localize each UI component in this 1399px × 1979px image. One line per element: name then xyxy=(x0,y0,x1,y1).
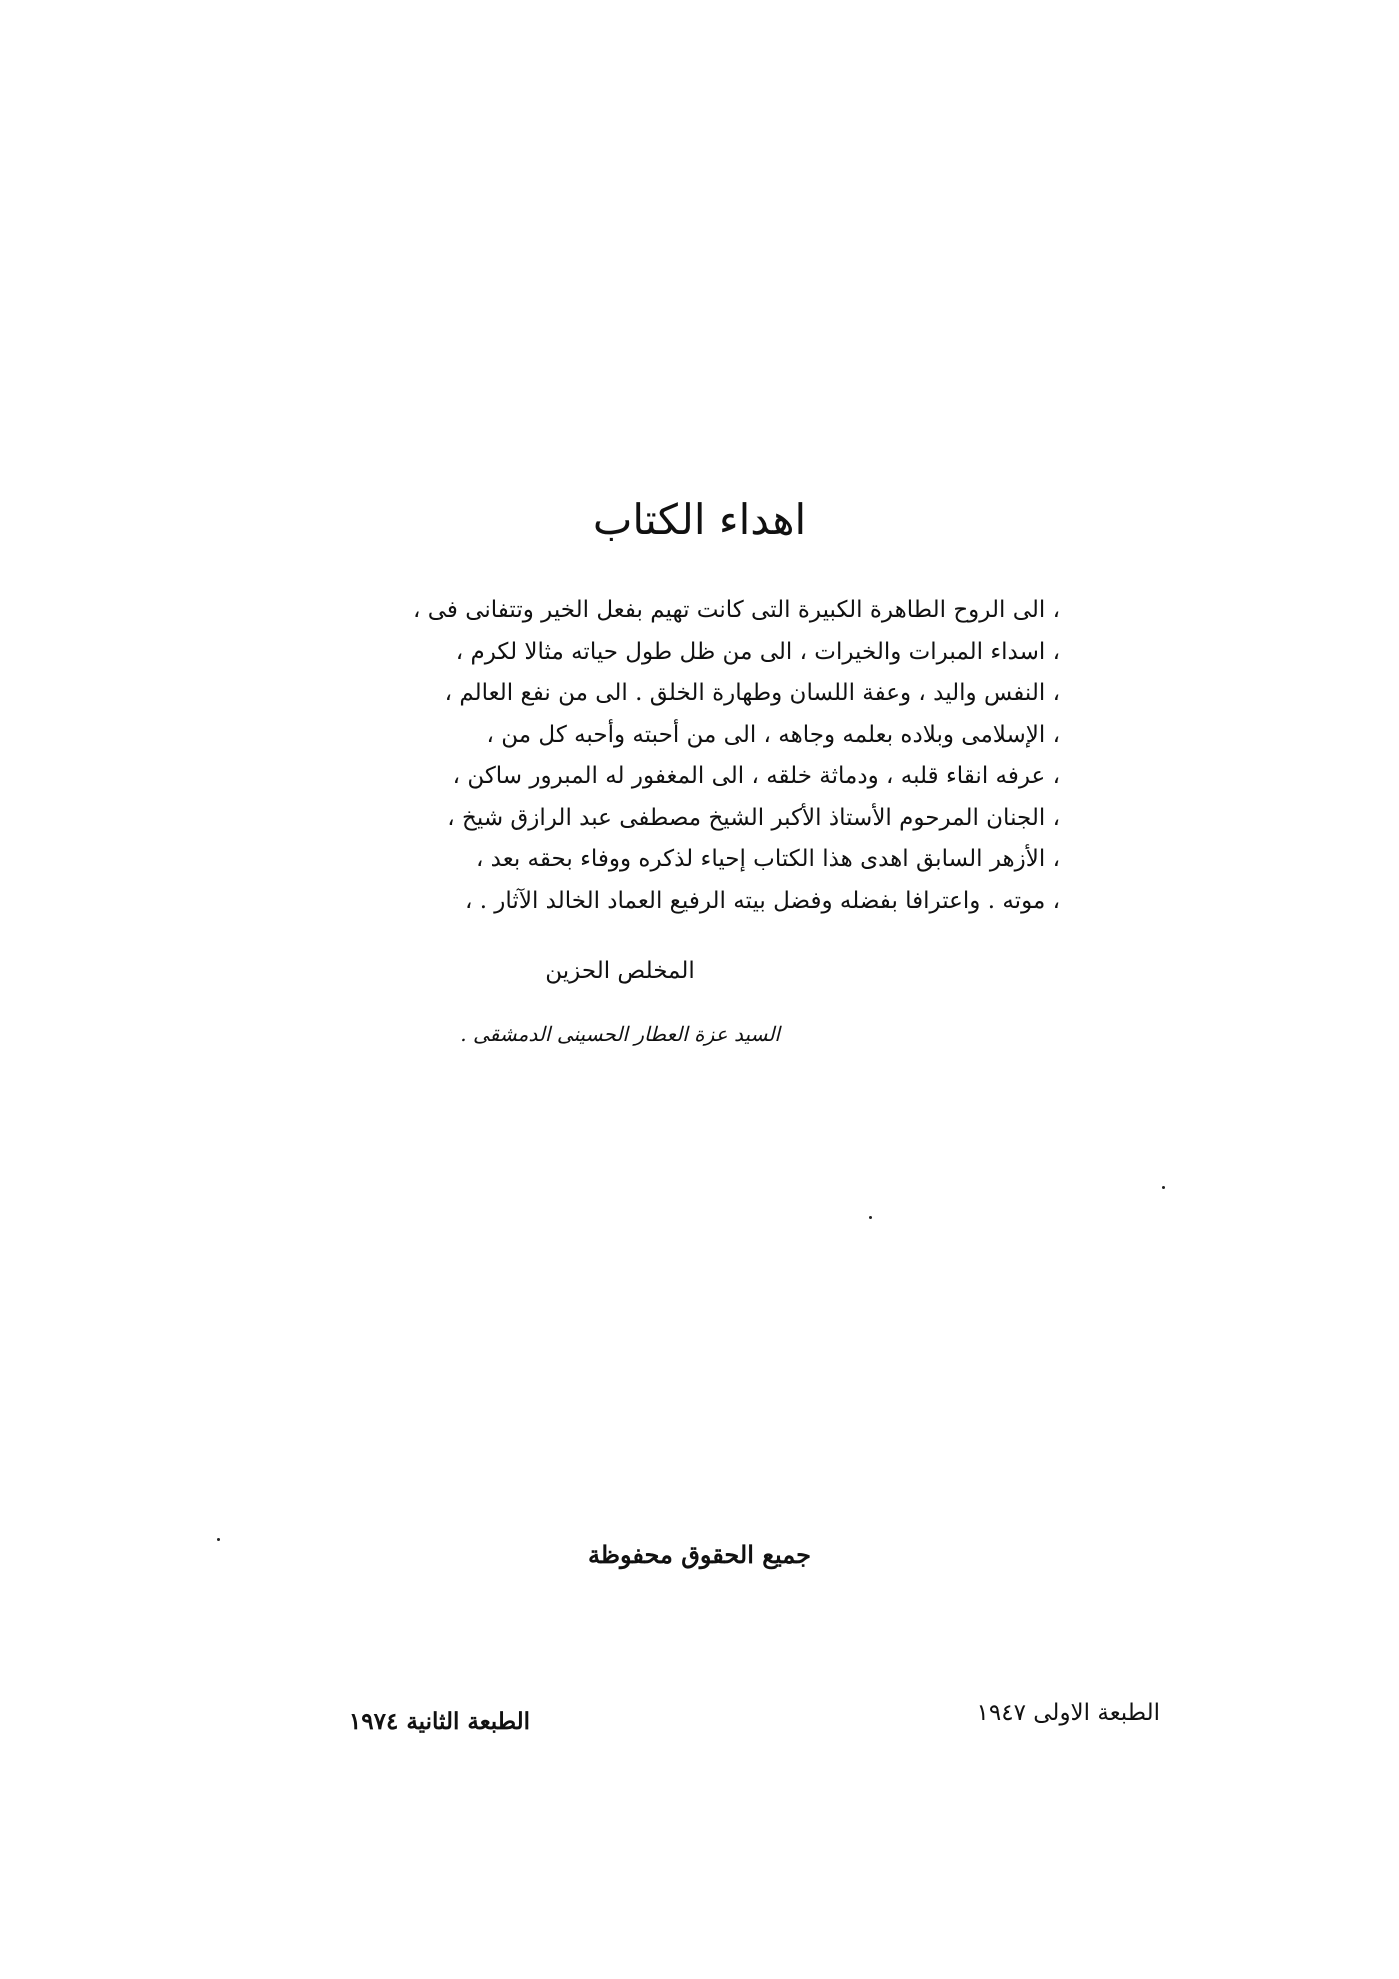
dedication-line: ، الى الروح الطاهرة الكبيرة التى كانت تهيم بفعل الخير وتتفانى فى ، xyxy=(412,597,1060,623)
scan-speck xyxy=(217,1538,220,1541)
scan-speck xyxy=(869,1216,872,1219)
second-edition-note: الطبعة الثانية ١٩٧٤ xyxy=(348,1708,530,1735)
author-signature: السيد عزة العطار الحسينى الدمشقى . xyxy=(460,1022,780,1046)
dedication-line: ، الأزهر السابق اهدى هذا الكتاب إحياء لذكره ووفاء بحقه بعد ، xyxy=(475,846,1060,872)
dedication-line: ، اسداء المبرات والخيرات ، الى من ظل طول حياته مثالا لكرم ، xyxy=(455,638,1060,665)
dedication-text xyxy=(412,590,1060,922)
dedication-line: ، النفس واليد ، وعفة اللسان وطهارة الخلق . الى من نفع العالم ، xyxy=(444,680,1060,706)
signoff: المخلص الحزين xyxy=(545,958,695,984)
first-edition-note: الطبعة الاولى ١٩٤٧ xyxy=(976,1700,1160,1726)
dedication-line: ، موته . واعترافا بفضله وفضل بيته الرفيع العماد الخالد الآثار . ، xyxy=(464,887,1060,914)
page-title: اهداء الكتاب xyxy=(592,495,807,544)
copyright-notice: جميع الحقوق محفوظة xyxy=(588,1540,811,1569)
scan-speck xyxy=(1162,1186,1165,1189)
dedication-line: ، الجنان المرحوم الأستاذ الأكبر الشيخ مصطفى عبد الرازق شيخ ، xyxy=(447,804,1060,831)
dedication-line: ، الإسلامى وبلاده بعلمه وجاهه ، الى من أحبته وأحبه كل من ، xyxy=(486,721,1060,748)
dedication-line: ، عرفه انقاء قلبه ، ودماثة خلقه ، الى المغفور له المبرور ساكن ، xyxy=(452,763,1060,789)
